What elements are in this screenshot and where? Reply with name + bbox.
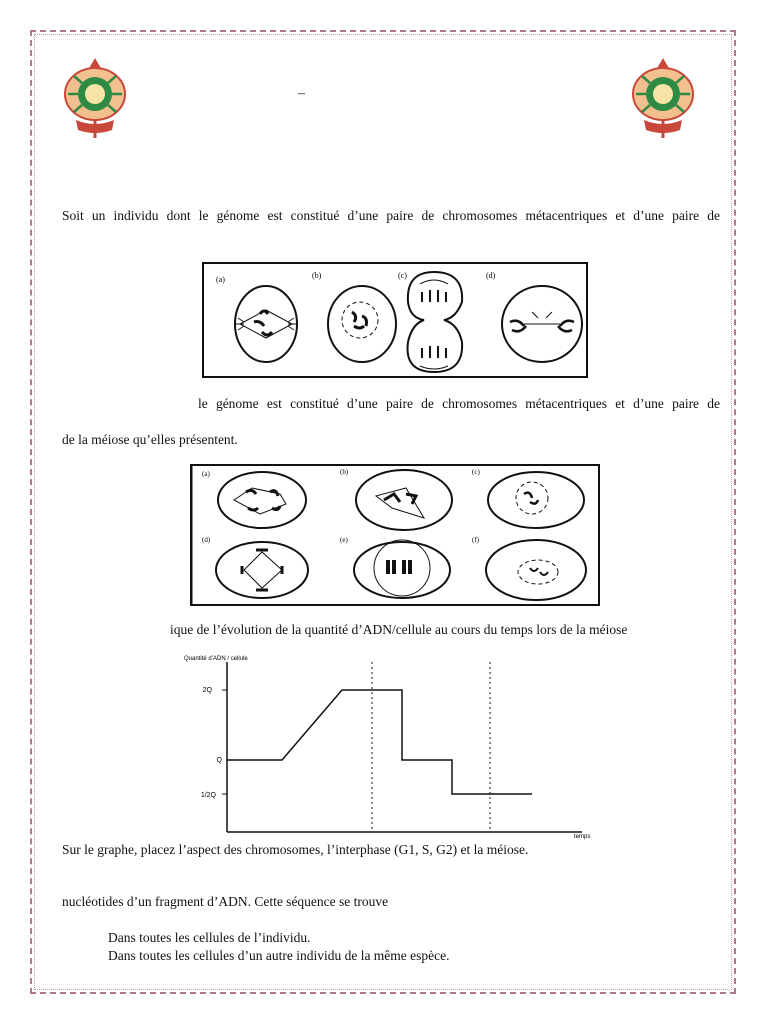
dna-quantity-chart: [182, 648, 602, 844]
chart-y-axis-label: Quantité d’ADN / cellule: [184, 656, 248, 662]
chart-x-axis-label: temps: [574, 834, 591, 840]
chart-ytick-q: Q: [216, 757, 222, 764]
fig2-label-c: (c): [472, 468, 480, 476]
dna-chart-svg: [182, 648, 602, 844]
header-dash: –: [298, 86, 305, 101]
second-paragraph-end: de la méiose qu’elles présentent.: [62, 432, 238, 447]
sequence-statement: nucléotides d’un fragment d’ADN. Cette séquence se trouve: [62, 894, 389, 909]
university-emblem-left: [62, 56, 128, 138]
chart-series-line: [227, 690, 532, 794]
fig1-label-d: (d): [486, 271, 496, 280]
intro-paragraph: Soit un individu dont le génome est constitué d’une paire de chromosomes métacentriques et d’une paire de: [62, 208, 720, 223]
fig1-label-a: (a): [216, 275, 225, 284]
figure-meiosis: [190, 464, 600, 606]
fig2-label-b: (b): [340, 468, 349, 476]
figure-mitosis: [202, 262, 588, 378]
instruction-graph: Sur le graphe, placez l’aspect des chromosomes, l’interphase (G1, S, G2) et la méiose.: [62, 842, 529, 857]
second-paragraph: le génome est constitué d’une paire de chromosomes métacentriques et d’une paire de: [198, 396, 720, 411]
fig2-label-d: (d): [202, 536, 211, 544]
university-emblem-right: [630, 56, 696, 138]
fig1-label-b: (b): [312, 271, 322, 280]
fig2-label-f: (f): [472, 536, 479, 544]
chart-ytick-halfq: 1/2Q: [200, 792, 216, 799]
option-1: Dans toutes les cellules de l’individu.: [108, 930, 311, 945]
fig2-label-e: (e): [340, 536, 348, 544]
chart-ytick-2q: 2Q: [202, 687, 212, 694]
option-2: Dans toutes les cellules d’un autre individu de la même espèce.: [108, 948, 450, 963]
chart-caption: ique de l’évolution de la quantité d’ADN/cellule au cours du temps lors de la méiose: [170, 622, 628, 637]
fig1-label-c: (c): [398, 271, 407, 280]
fig2-label-a: (a): [202, 470, 210, 478]
